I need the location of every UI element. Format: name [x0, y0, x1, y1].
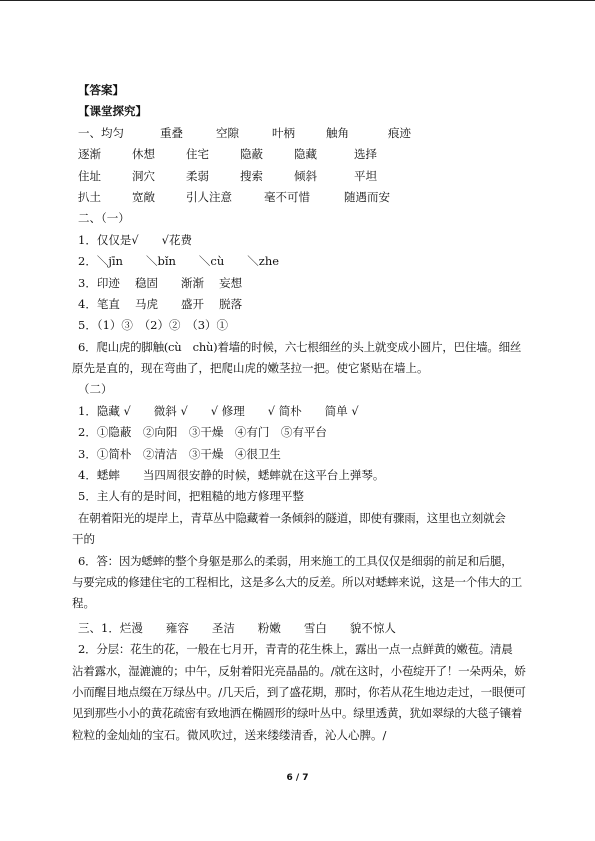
word: 休想: [132, 147, 155, 162]
word: 隐藏: [294, 147, 317, 162]
answer-line: 1．仅仅是√ √花费: [78, 232, 192, 247]
answer-line: 在朝着阳光的堤岸上，青草丛中隐藏着一条倾斜的隧道，即使有骤雨，这里也立刻就会: [78, 510, 506, 525]
word: 空隙: [216, 125, 239, 140]
word: 隐蔽: [240, 147, 263, 162]
answer-heading: 【答案】: [78, 83, 124, 97]
answer-line: 2．＼jīn ＼bǐn ＼cù ＼zhe: [78, 254, 280, 269]
word: 平坦: [354, 168, 377, 183]
answer-line: 三、1．烂漫 雍容 圣洁 粉嫩 雪白 貌不惊人: [78, 620, 396, 635]
part1-row-3: [78, 166, 518, 187]
answer-line: 小而醒目地点缀在万绿丛中。/几天后，到了盛花期，那时，你若从花生地边走过，一眼便可: [72, 684, 526, 699]
part2b-label: （二）: [78, 382, 113, 397]
answer-line: 沾着露水，湿漉漉的；中午，反射着阳光亮晶晶的。/就在这时，小苞绽开了！一朵两朵，娇: [72, 663, 526, 678]
part1-row-2: [78, 144, 518, 165]
document-body: [72, 80, 526, 746]
word: 搜索: [240, 168, 263, 183]
answer-line: 程。: [72, 596, 95, 611]
answer-line: 粒粒的金灿灿的宝石。微风吹过，送来缕缕清香，沁人心脾。/: [72, 727, 387, 742]
word: 住宅: [186, 147, 209, 162]
word: 宽敞: [132, 189, 155, 204]
word: 触角: [326, 125, 349, 140]
answer-line: 干的: [72, 532, 95, 547]
answer-line: 4．蟋蟀 当四周很安静的时候，蟋蟀就在这平台上弹琴。: [78, 468, 385, 483]
word: 痕迹: [388, 125, 411, 140]
answer-line: 3．印迹 稳固 渐渐 妄想: [78, 275, 243, 290]
word: 叶柄: [272, 125, 295, 140]
answer-line: 4．笔直 马虎 盛开 脱落: [78, 296, 243, 311]
word: 住址: [78, 168, 101, 183]
word: 引人注意: [186, 189, 232, 204]
answer-line: 与要完成的修建住宅的工程相比，这是多么大的反差。所以对蟋蟀来说，这是一个伟大的工: [72, 574, 522, 589]
answer-line: 2．分层：花生的花，一般在七月开，青青的花生株上，露出一点一点鲜黄的嫩苞。清晨: [78, 642, 513, 657]
section-heading: 【课堂探究】: [78, 104, 147, 119]
answer-line: 5．（1）③ （2）② （3）①: [78, 318, 229, 333]
word: 洞穴: [132, 168, 155, 183]
answer-line: 见到那些小小的黄花疏密有致地洒在椭圆形的绿叶丛中。绿里透黄，犹如翠绿的大毯子镶着: [72, 706, 522, 721]
answer-line: 5．主人有的是时间，把粗糙的地方修理平整: [78, 489, 304, 504]
part1-row-4: [78, 187, 518, 208]
word: 逐渐: [78, 147, 101, 162]
answer-line: 6．爬山虎的脚触(cù chù)着墙的时候，六七根细丝的头上就变成小圆片，巴住墙。细丝: [78, 339, 522, 354]
answer-line: 原先是直的，现在弯曲了，把爬山虎的嫩茎拉一把。使它紧贴在墙上。: [72, 361, 429, 376]
word: 柔弱: [186, 168, 209, 183]
answer-line: 2．①隐蔽 ②向阳 ③干燥 ④有门 ⑤有平台: [78, 425, 327, 440]
word: 扒土: [78, 189, 101, 204]
part2-label: 二、（一）: [78, 211, 130, 226]
part1-row-1: [78, 123, 518, 144]
answer-line: 3．①简朴 ②清洁 ③干燥 ④很卫生: [78, 446, 281, 461]
top-rule: [0, 0, 595, 1]
word: 倾斜: [294, 168, 317, 183]
answer-line: 6．答：因为蟋蟀的整个身躯是那么的柔弱，用来施工的工具仅仅是细弱的前足和后腿，: [78, 553, 513, 568]
word: 选择: [354, 147, 377, 162]
page-number: 6 / 7: [286, 773, 309, 783]
word: 毫不可惜: [264, 189, 310, 204]
word: 一、均匀: [78, 125, 124, 140]
answer-line: 1．隐藏 √ 微斜 √ √ 修理 √ 简朴 简单 √: [78, 403, 359, 418]
word: 重叠: [160, 125, 183, 140]
word: 随遇而安: [344, 189, 390, 204]
